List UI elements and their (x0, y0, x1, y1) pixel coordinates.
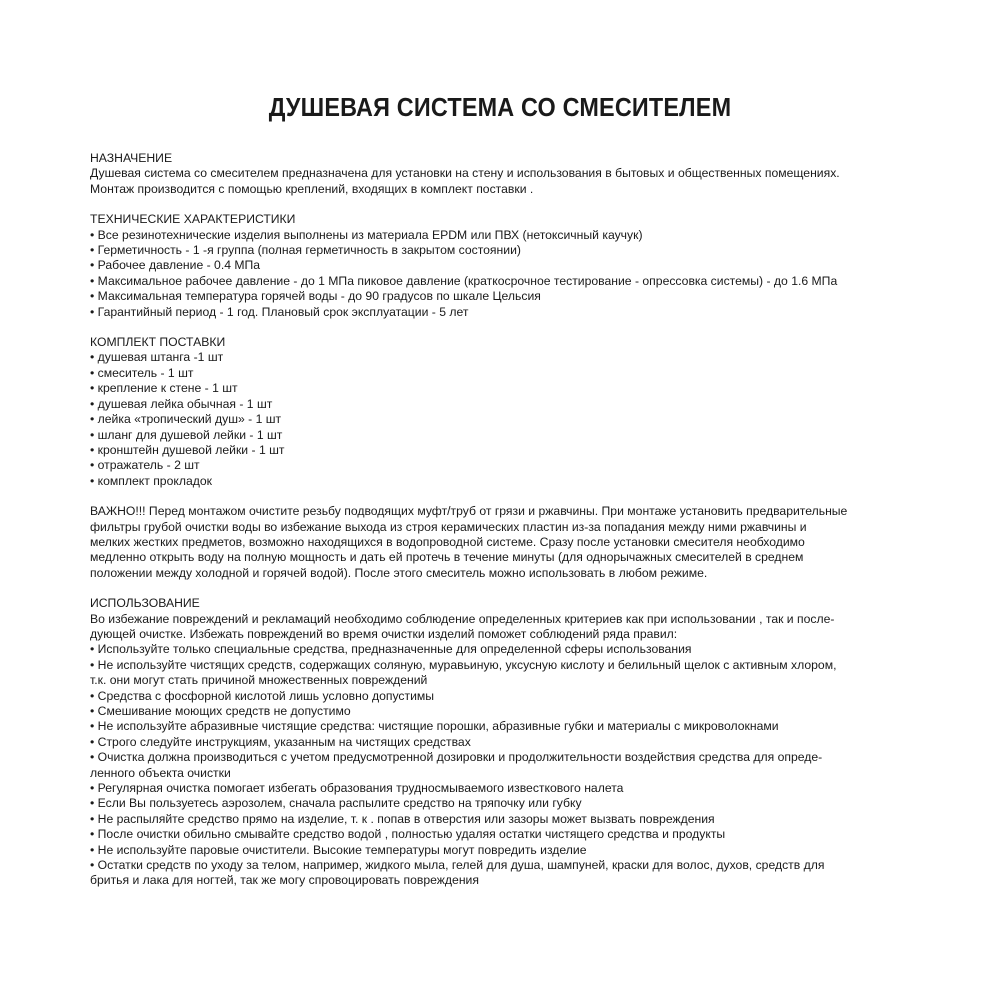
usage-rule: • Очистка должна производиться с учетом предусмотренной дозировки и продолжительности воздействия средства для опреде- (90, 750, 910, 765)
usage-rule: • Если Вы пользуетесь аэрозолем, сначала распылите средство на тряпочку или губку (90, 796, 910, 811)
kit-item: • смеситель - 1 шт (90, 366, 910, 381)
kit-section (90, 335, 910, 489)
usage-intro-line: Во избежание повреждений и рекламаций необходимо соблюдение определенных критериев как при использовании , так и после- (90, 611, 835, 626)
purpose-section (90, 151, 910, 197)
usage-rule: • Не распыляйте средство прямо на изделие, т. к . попав в отверстия или зазоры может вызвать повреждения (90, 812, 910, 827)
document-body (90, 151, 910, 889)
kit-item: • кронштейн душевой лейки - 1 шт (90, 443, 910, 458)
important-section (90, 504, 910, 581)
usage-rule-continuation: т.к. они могут стать причиной множественных повреждений (90, 673, 428, 688)
kit-item: • лейка «тропический душ» - 1 шт (90, 412, 910, 427)
kit-item: • отражатель - 2 шт (90, 458, 910, 473)
important-line: мелких жестких предметов, возможно находящихся в водопроводной системе. Сразу после установки смесителя необходимо (90, 534, 805, 549)
usage-section (90, 596, 910, 889)
specs-item: • Все резинотехнические изделия выполнены из материала EPDM или ПВХ (нетоксичный каучук) (90, 228, 910, 243)
usage-intro-line: дующей очистке. Избежать повреждений во время очистки изделий поможет соблюдений ряда правил: (90, 626, 678, 641)
usage-rule: • Не используйте чистящих средств, содержащих соляную, муравьиную, уксусную кислоту и белильный щелок с активным хлором, (90, 658, 910, 673)
specs-item: • Гарантийный период - 1 год. Плановый срок эксплуатации - 5 лет (90, 305, 910, 320)
usage-rule: • Не используйте паровые очистители. Высокие температуры могут повредить изделие (90, 843, 910, 858)
kit-heading: КОМПЛЕКТ ПОСТАВКИ (90, 335, 226, 350)
purpose-line: Монтаж производится с помощью креплений, входящих в комплект поставки . (90, 181, 534, 196)
purpose-line: Душевая система со смесителем предназначена для установки на стену и использования в бытовых и общественных помещениях. (90, 166, 840, 181)
kit-item: • шланг для душевой лейки - 1 шт (90, 428, 910, 443)
specs-item: • Герметичность - 1 -я группа (полная герметичность в закрытом состоянии) (90, 243, 910, 258)
usage-rule: • Строго следуйте инструкциям, указанным на чистящих средствах (90, 735, 910, 750)
usage-rules-list (90, 642, 910, 889)
important-line: медленно открыть воду на полную мощность и дать ей протечь в течение минуты (для однорычажных смесителей в среднем (90, 550, 804, 565)
usage-rule: • После очистки обильно смывайте средство водой , полностью удаляя остатки чистящего средства и продукты (90, 827, 910, 842)
usage-rule: • Остатки средств по уходу за телом, например, жидкого мыла, гелей для душа, шампуней, краски для волос, духов, средств для (90, 858, 910, 873)
important-line: фильтры грубой очистки воды во избежание выхода из строя керамических пластин из-за попадания между ними ржавчины и (90, 519, 807, 534)
kit-item: • комплект прокладок (90, 474, 910, 489)
usage-rule: • Используйте только специальные средства, предназначенные для определенной сферы использования (90, 642, 910, 657)
specs-item: • Максимальное рабочее давление - до 1 МПа пиковое давление (краткосрочное тестирование - опрессовка системы) - до 1.6 МПа (90, 274, 910, 289)
usage-heading: ИСПОЛЬЗОВАНИЕ (90, 596, 200, 611)
important-line: ВАЖНО!!! Перед монтажом очистите резьбу подводящих муфт/труб от грязи и ржавчины. При монтаже установить предварительные (90, 504, 848, 519)
important-line: положении между холодной и горячей водой). После этого смеситель можно использовать в любом режиме. (90, 565, 708, 580)
kit-item: • душевая лейка обычная - 1 шт (90, 397, 910, 412)
usage-rule: • Смешивание моющих средств не допустимо (90, 704, 910, 719)
specs-heading: ТЕХНИЧЕСКИЕ ХАРАКТЕРИСТИКИ (90, 212, 296, 227)
purpose-heading: НАЗНАЧЕНИЕ (90, 151, 173, 165)
usage-rule: • Не используйте абразивные чистящие средства: чистящие порошки, абразивные губки и материалы с микроволокнами (90, 719, 910, 734)
usage-rule: • Средства с фосфорной кислотой лишь условно допустимы (90, 689, 910, 704)
usage-rule-continuation: ленного объекта очистки (90, 765, 231, 780)
page-title: ДУШЕВАЯ СИСТЕМА СО СМЕСИТЕЛЕМ (268, 92, 732, 122)
specs-item: • Рабочее давление - 0.4 МПа (90, 258, 910, 273)
specs-section (90, 212, 910, 320)
usage-rule-continuation: бритья и лака для ногтей, так же могу спровоцировать повреждения (90, 873, 479, 888)
kit-item: • душевая штанга -1 шт (90, 350, 910, 365)
kit-item: • крепление к стене - 1 шт (90, 381, 910, 396)
specs-item: • Максимальная температура горячей воды - до 90 градусов по шкале Цельсия (90, 289, 910, 304)
usage-rule: • Регулярная очистка помогает избегать образования трудносмываемого известкового налета (90, 781, 910, 796)
